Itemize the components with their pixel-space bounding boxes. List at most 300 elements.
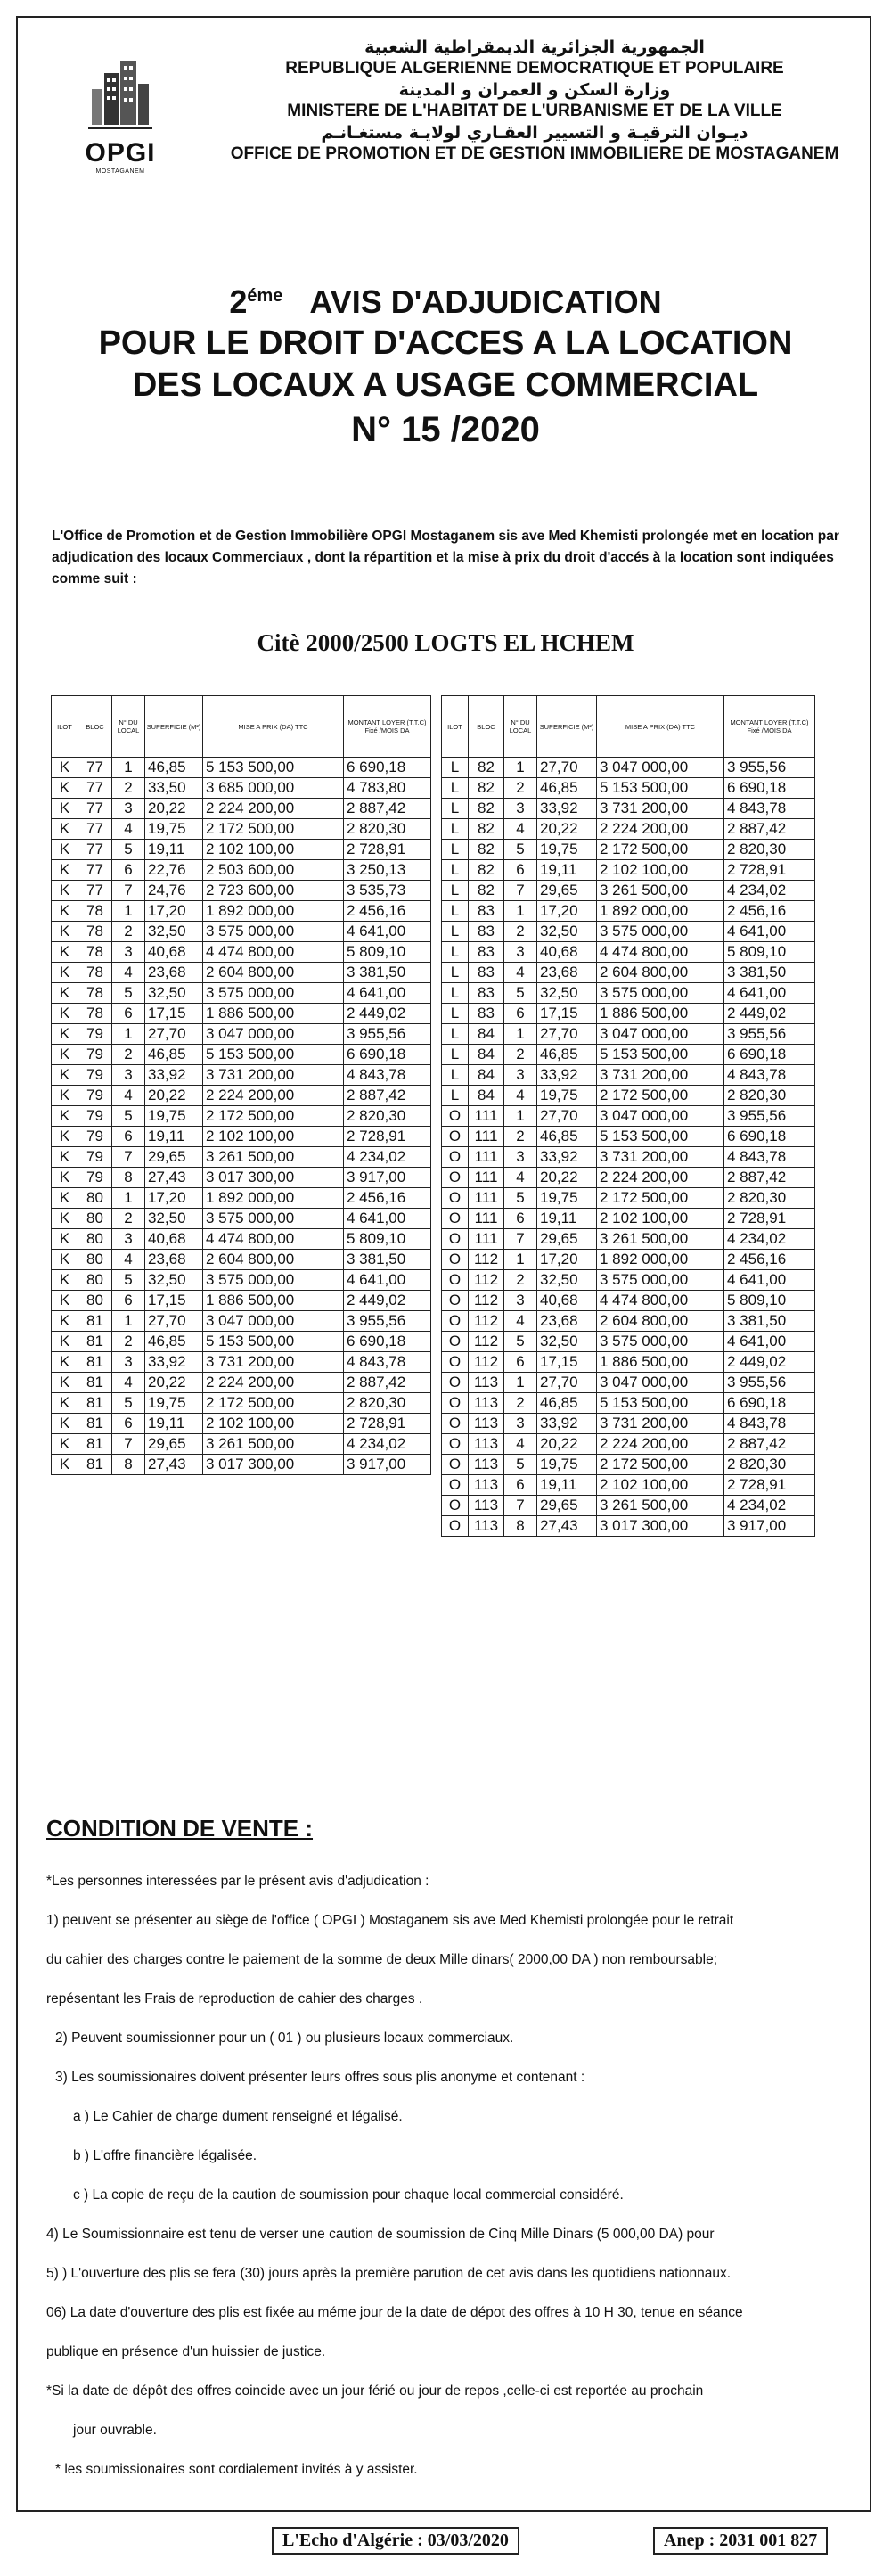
cell-superficie: 33,92 (145, 1065, 203, 1086)
cell-mise-a-prix: 3 731 200,00 (597, 1147, 724, 1168)
cell-montant-loyer: 6 690,18 (344, 758, 431, 778)
condition-line: c ) La copie de reçu de la caution de soumission pour chaque local commercial considéré. (73, 2187, 624, 2203)
cell-ilot: K (52, 1455, 78, 1475)
cell-superficie: 20,22 (537, 1168, 597, 1188)
cell-superficie: 33,50 (145, 778, 203, 799)
cell-montant-loyer: 4 843,78 (344, 1352, 431, 1373)
cell-mise-a-prix: 2 723 600,00 (203, 881, 344, 901)
cell-ilot: K (52, 1414, 78, 1434)
cell-local: 4 (504, 1168, 537, 1188)
table-row (52, 983, 431, 1004)
cell-local: 5 (504, 983, 537, 1004)
cell-mise-a-prix: 2 102 100,00 (203, 1127, 344, 1147)
cell-montant-loyer: 6 690,18 (724, 1127, 815, 1147)
cell-mise-a-prix: 3 731 200,00 (597, 799, 724, 819)
table-row (442, 799, 815, 819)
column-header-mise-a-prix: MISE A PRIX (DA) TTC (203, 696, 344, 758)
cell-ilot: O (442, 1270, 469, 1291)
cell-local: 1 (504, 1106, 537, 1127)
cell-bloc: 81 (78, 1455, 112, 1475)
cell-local: 4 (504, 963, 537, 983)
cell-local: 4 (504, 1086, 537, 1106)
cell-montant-loyer: 2 887,42 (724, 1434, 815, 1455)
cell-local: 3 (112, 799, 145, 819)
cell-ilot: L (442, 983, 469, 1004)
cell-ilot: K (52, 758, 78, 778)
column-header-ilot: ILOT (52, 696, 78, 758)
cell-montant-loyer: 4 641,00 (724, 1270, 815, 1291)
cell-ilot: K (52, 860, 78, 881)
cell-ilot: K (52, 942, 78, 963)
cell-local: 1 (504, 758, 537, 778)
table-row (442, 1045, 815, 1065)
column-header-mise-a-prix: MISE A PRIX (DA) TTC (597, 696, 724, 758)
footer-anep: Anep : 2031 001 827 (653, 2527, 828, 2555)
conditions-list (46, 1872, 862, 2499)
table-row (442, 963, 815, 983)
table-row (52, 1352, 431, 1373)
table-row (52, 1024, 431, 1045)
cell-mise-a-prix: 1 892 000,00 (203, 1188, 344, 1209)
cell-ilot: K (52, 1434, 78, 1455)
table-row (442, 1332, 815, 1352)
cell-superficie: 19,11 (537, 1209, 597, 1229)
cell-bloc: 83 (469, 1004, 504, 1024)
table-row (52, 1455, 431, 1475)
cell-mise-a-prix: 3 261 500,00 (203, 1434, 344, 1455)
cell-ilot: O (442, 1414, 469, 1434)
table-row (52, 1168, 431, 1188)
cell-bloc: 113 (469, 1414, 504, 1434)
cell-ilot: O (442, 1393, 469, 1414)
cell-local: 3 (504, 1147, 537, 1168)
cell-superficie: 27,70 (537, 1106, 597, 1127)
cell-ilot: O (442, 1516, 469, 1537)
cell-montant-loyer: 3 955,56 (344, 1024, 431, 1045)
cell-montant-loyer: 3 955,56 (724, 758, 815, 778)
table-row (52, 1291, 431, 1311)
cell-superficie: 22,76 (145, 860, 203, 881)
table-row (442, 1106, 815, 1127)
cell-montant-loyer: 3 917,00 (724, 1516, 815, 1537)
cell-montant-loyer: 5 809,10 (724, 942, 815, 963)
cell-mise-a-prix: 3 261 500,00 (597, 1496, 724, 1516)
cell-ilot: K (52, 922, 78, 942)
cell-bloc: 78 (78, 901, 112, 922)
condition-line: *Les personnes interessées par le présent avis d'adjudication : (46, 1874, 429, 1889)
cell-bloc: 77 (78, 819, 112, 840)
cell-local: 5 (504, 1332, 537, 1352)
cell-bloc: 77 (78, 860, 112, 881)
cell-superficie: 32,50 (145, 922, 203, 942)
table-row (442, 1024, 815, 1045)
cell-mise-a-prix: 2 604 800,00 (597, 963, 724, 983)
cell-local: 2 (504, 1270, 537, 1291)
cell-mise-a-prix: 3 575 000,00 (597, 922, 724, 942)
cell-local: 3 (504, 942, 537, 963)
cell-superficie: 23,68 (145, 963, 203, 983)
table-row (52, 901, 431, 922)
cell-ilot: K (52, 1291, 78, 1311)
table-row (52, 1434, 431, 1455)
cell-superficie: 27,70 (145, 1024, 203, 1045)
table-row (442, 1168, 815, 1188)
condition-line: 5) ) L'ouverture des plis se fera (30) jours après la première parution de cet avis dans les quotidiens nationnaux. (46, 2266, 732, 2281)
header-fr-republic: REPUBLIQUE ALGERIENNE DEMOCRATIQUE ET POPULAIRE (285, 59, 784, 78)
table-row (52, 1209, 431, 1229)
cell-bloc: 79 (78, 1086, 112, 1106)
cell-local: 5 (112, 1270, 145, 1291)
cell-montant-loyer: 4 641,00 (344, 922, 431, 942)
table-row (442, 1373, 815, 1393)
table-row (52, 881, 431, 901)
table-row (442, 1393, 815, 1414)
cell-montant-loyer: 2 728,91 (724, 1209, 815, 1229)
cell-superficie: 17,15 (537, 1352, 597, 1373)
cell-montant-loyer: 4 843,78 (344, 1065, 431, 1086)
cell-ilot: L (442, 922, 469, 942)
cell-montant-loyer: 5 809,10 (344, 942, 431, 963)
cell-bloc: 81 (78, 1434, 112, 1455)
cell-local: 4 (112, 963, 145, 983)
column-header-bloc: BLOC (78, 696, 112, 758)
cell-superficie: 19,11 (145, 1414, 203, 1434)
cell-ilot: K (52, 1086, 78, 1106)
cell-local: 5 (112, 983, 145, 1004)
cell-montant-loyer: 2 456,16 (724, 1250, 815, 1270)
cell-local: 2 (504, 922, 537, 942)
cell-ilot: L (442, 840, 469, 860)
cell-mise-a-prix: 2 102 100,00 (203, 1414, 344, 1434)
cell-bloc: 112 (469, 1311, 504, 1332)
cell-bloc: 83 (469, 983, 504, 1004)
table-row (52, 1106, 431, 1127)
cell-ilot: K (52, 1065, 78, 1086)
cell-bloc: 83 (469, 901, 504, 922)
cell-superficie: 17,15 (537, 1004, 597, 1024)
cell-bloc: 79 (78, 1147, 112, 1168)
cell-mise-a-prix: 2 172 500,00 (203, 1393, 344, 1414)
cell-mise-a-prix: 2 224 200,00 (203, 1086, 344, 1106)
cell-bloc: 82 (469, 778, 504, 799)
cell-montant-loyer: 6 690,18 (724, 1393, 815, 1414)
cell-ilot: K (52, 963, 78, 983)
cell-superficie: 29,65 (145, 1434, 203, 1455)
cell-bloc: 83 (469, 942, 504, 963)
table-row (52, 922, 431, 942)
cell-bloc: 78 (78, 963, 112, 983)
cell-ilot: O (442, 1209, 469, 1229)
cell-ilot: L (442, 881, 469, 901)
cell-ilot: L (442, 942, 469, 963)
cell-superficie: 17,15 (145, 1004, 203, 1024)
cell-montant-loyer: 2 820,30 (724, 1455, 815, 1475)
cell-mise-a-prix: 2 224 200,00 (597, 1434, 724, 1455)
cell-mise-a-prix: 3 017 300,00 (203, 1168, 344, 1188)
cell-ilot: L (442, 799, 469, 819)
cell-mise-a-prix: 3 047 000,00 (203, 1311, 344, 1332)
cell-local: 1 (504, 1373, 537, 1393)
cell-ilot: O (442, 1250, 469, 1270)
condition-line: repésentant les Frais de reproduction de cahier des charges . (46, 1991, 423, 2006)
logo-sub: MOSTAGANEM (95, 168, 145, 175)
cell-local: 6 (112, 1004, 145, 1024)
cell-ilot: K (52, 1229, 78, 1250)
cell-local: 5 (504, 1455, 537, 1475)
cell-bloc: 79 (78, 1127, 112, 1147)
cell-bloc: 80 (78, 1250, 112, 1270)
cell-montant-loyer: 2 820,30 (724, 1086, 815, 1106)
cell-superficie: 17,20 (145, 901, 203, 922)
header-ar-republic: الجمهورية الجزائرية الديمقراطية الشعبية (364, 37, 705, 57)
table-row (442, 1475, 815, 1496)
cell-local: 5 (112, 1393, 145, 1414)
cell-mise-a-prix: 2 102 100,00 (597, 860, 724, 881)
cell-mise-a-prix: 1 892 000,00 (203, 901, 344, 922)
table-row (442, 1127, 815, 1147)
cell-bloc: 80 (78, 1270, 112, 1291)
cell-bloc: 78 (78, 983, 112, 1004)
cell-bloc: 80 (78, 1188, 112, 1209)
cell-bloc: 84 (469, 1045, 504, 1065)
notice-title (53, 283, 838, 450)
cell-ilot: K (52, 1188, 78, 1209)
cell-montant-loyer: 2 728,91 (724, 1475, 815, 1496)
cell-bloc: 80 (78, 1229, 112, 1250)
cell-ilot: K (52, 799, 78, 819)
cell-mise-a-prix: 1 892 000,00 (597, 901, 724, 922)
intro-paragraph: L'Office de Promotion et de Gestion Immobilière OPGI Mostaganem sis ave Med Khemisti prolongée met en location par adjudication des locaux Commerciaux , dont la répartition et la mise à prix du droit d'accés à la location sont indiquées comme suit : (52, 529, 839, 587)
cell-mise-a-prix: 3 047 000,00 (597, 1024, 724, 1045)
column-header-local: N° DU LOCAL (504, 696, 537, 758)
cell-bloc: 113 (469, 1455, 504, 1475)
table-row (442, 1229, 815, 1250)
cell-superficie: 19,75 (537, 1455, 597, 1475)
table-row (442, 1270, 815, 1291)
table-row (52, 1147, 431, 1168)
cell-superficie: 19,75 (537, 1188, 597, 1209)
cell-ilot: O (442, 1188, 469, 1209)
cell-superficie: 46,85 (537, 1393, 597, 1414)
cell-mise-a-prix: 2 604 800,00 (203, 1250, 344, 1270)
table-row (442, 1434, 815, 1455)
title-ordinal-sup: éme (247, 286, 283, 306)
cell-mise-a-prix: 2 224 200,00 (203, 799, 344, 819)
cell-superficie: 27,43 (537, 1516, 597, 1537)
locaux-table-right (441, 695, 815, 1537)
cell-ilot: L (442, 1065, 469, 1086)
cell-superficie: 19,11 (145, 1127, 203, 1147)
cell-montant-loyer: 4 843,78 (724, 1147, 815, 1168)
table-row (442, 1414, 815, 1434)
cell-superficie: 24,76 (145, 881, 203, 901)
cell-montant-loyer: 3 381,50 (724, 1311, 815, 1332)
cell-bloc: 84 (469, 1086, 504, 1106)
cell-mise-a-prix: 1 892 000,00 (597, 1250, 724, 1270)
column-header-local: N° DU LOCAL (112, 696, 145, 758)
opgi-logo (62, 53, 178, 175)
table-row (52, 1086, 431, 1106)
cell-local: 4 (504, 819, 537, 840)
cell-local: 4 (504, 1311, 537, 1332)
cell-montant-loyer: 4 234,02 (724, 1496, 815, 1516)
table-row (52, 799, 431, 819)
table-row (52, 942, 431, 963)
cell-mise-a-prix: 3 731 200,00 (203, 1352, 344, 1373)
cell-mise-a-prix: 4 474 800,00 (597, 942, 724, 963)
table-row (52, 840, 431, 860)
cell-superficie: 19,75 (145, 819, 203, 840)
cell-superficie: 20,22 (537, 819, 597, 840)
cell-superficie: 19,75 (537, 1086, 597, 1106)
cell-ilot: O (442, 1455, 469, 1475)
cell-ilot: K (52, 1004, 78, 1024)
cell-mise-a-prix: 2 172 500,00 (597, 1188, 724, 1209)
cell-local: 1 (504, 1024, 537, 1045)
logo-brand: OPGI (85, 138, 156, 168)
cell-bloc: 79 (78, 1045, 112, 1065)
cell-ilot: K (52, 1393, 78, 1414)
cell-local: 2 (504, 1393, 537, 1414)
cell-bloc: 79 (78, 1024, 112, 1045)
cell-bloc: 113 (469, 1496, 504, 1516)
cell-ilot: K (52, 1209, 78, 1229)
cell-bloc: 113 (469, 1475, 504, 1496)
header (196, 36, 873, 166)
cell-bloc: 77 (78, 840, 112, 860)
cell-ilot: K (52, 1106, 78, 1127)
cell-ilot: O (442, 1229, 469, 1250)
cell-montant-loyer: 2 820,30 (724, 840, 815, 860)
table-row (52, 1311, 431, 1332)
cell-bloc: 112 (469, 1270, 504, 1291)
cell-mise-a-prix: 5 153 500,00 (597, 1045, 724, 1065)
cell-superficie: 33,92 (537, 1065, 597, 1086)
cell-local: 1 (112, 901, 145, 922)
cell-superficie: 19,75 (145, 1106, 203, 1127)
cell-mise-a-prix: 2 224 200,00 (597, 1168, 724, 1188)
cell-superficie: 46,85 (145, 1045, 203, 1065)
cell-superficie: 32,50 (145, 983, 203, 1004)
cell-montant-loyer: 4 843,78 (724, 1414, 815, 1434)
cell-superficie: 40,68 (145, 942, 203, 963)
cell-local: 2 (504, 778, 537, 799)
cell-montant-loyer: 2 820,30 (344, 1106, 431, 1127)
cell-bloc: 81 (78, 1373, 112, 1393)
table-row (442, 1496, 815, 1516)
footer-publication: L'Echo d'Algérie : 03/03/2020 (272, 2527, 519, 2555)
cell-ilot: K (52, 1250, 78, 1270)
cell-mise-a-prix: 3 017 300,00 (597, 1516, 724, 1537)
table-row (442, 1516, 815, 1537)
cell-ilot: L (442, 1086, 469, 1106)
cell-montant-loyer: 2 887,42 (724, 819, 815, 840)
cell-montant-loyer: 6 690,18 (344, 1332, 431, 1352)
cell-local: 7 (504, 881, 537, 901)
table-row (52, 1229, 431, 1250)
cell-local: 1 (112, 1024, 145, 1045)
cell-superficie: 33,92 (537, 1414, 597, 1434)
cell-local: 3 (112, 1065, 145, 1086)
title-line2: POUR LE DROIT D'ACCES A LA LOCATION (98, 324, 793, 362)
cell-mise-a-prix: 4 474 800,00 (203, 1229, 344, 1250)
table-row (442, 1147, 815, 1168)
cell-montant-loyer: 4 641,00 (724, 983, 815, 1004)
cell-local: 2 (112, 778, 145, 799)
table-row (52, 1414, 431, 1434)
cell-superficie: 46,85 (537, 1045, 597, 1065)
cell-superficie: 19,11 (145, 840, 203, 860)
cell-ilot: K (52, 1352, 78, 1373)
cell-local: 7 (112, 1147, 145, 1168)
cell-superficie: 33,92 (145, 1352, 203, 1373)
cell-bloc: 80 (78, 1291, 112, 1311)
cell-montant-loyer: 2 728,91 (724, 860, 815, 881)
cell-montant-loyer: 4 843,78 (724, 1065, 815, 1086)
cell-superficie: 33,92 (537, 799, 597, 819)
table-row (442, 778, 815, 799)
cell-bloc: 112 (469, 1352, 504, 1373)
cell-local: 3 (112, 942, 145, 963)
table-header-row (52, 696, 431, 758)
table-row (52, 1045, 431, 1065)
cell-montant-loyer: 3 917,00 (344, 1455, 431, 1475)
column-header-bloc: BLOC (469, 696, 504, 758)
cell-ilot: O (442, 1106, 469, 1127)
cell-bloc: 81 (78, 1352, 112, 1373)
cell-mise-a-prix: 3 047 000,00 (597, 1106, 724, 1127)
cell-montant-loyer: 4 641,00 (344, 983, 431, 1004)
cell-ilot: K (52, 1045, 78, 1065)
cell-montant-loyer: 2 449,02 (344, 1004, 431, 1024)
column-header-superficie: SUPERFICIE (M²) (537, 696, 597, 758)
conditions-title: CONDITION DE VENTE : (46, 1815, 314, 1842)
cell-montant-loyer: 6 690,18 (724, 778, 815, 799)
cell-montant-loyer: 4 641,00 (344, 1209, 431, 1229)
condition-line: * les soumissionaires sont cordialement invités à y assister. (55, 2462, 418, 2477)
cell-ilot: K (52, 1024, 78, 1045)
cell-bloc: 82 (469, 860, 504, 881)
table-row (442, 1209, 815, 1229)
cell-bloc: 111 (469, 1127, 504, 1147)
cell-superficie: 17,20 (537, 901, 597, 922)
cell-mise-a-prix: 3 731 200,00 (597, 1065, 724, 1086)
cell-local: 5 (112, 840, 145, 860)
cell-montant-loyer: 5 809,10 (344, 1229, 431, 1250)
cell-montant-loyer: 2 728,91 (344, 1127, 431, 1147)
cell-local: 2 (112, 1332, 145, 1352)
cell-local: 8 (504, 1516, 537, 1537)
title-ordinal: 2 (229, 283, 248, 320)
cell-mise-a-prix: 5 153 500,00 (203, 1045, 344, 1065)
cell-bloc: 78 (78, 1004, 112, 1024)
cell-mise-a-prix: 3 047 000,00 (597, 758, 724, 778)
cell-ilot: L (442, 901, 469, 922)
table-row (52, 1065, 431, 1086)
cell-bloc: 83 (469, 963, 504, 983)
cell-local: 6 (504, 1475, 537, 1496)
header-ar-office: ديـوان الترقيـة و التسيير العقـاري لولايـة مستغـانـم (321, 123, 748, 143)
cell-local: 2 (504, 1045, 537, 1065)
cell-ilot: L (442, 1045, 469, 1065)
cell-montant-loyer: 4 783,80 (344, 778, 431, 799)
cell-ilot: K (52, 1127, 78, 1147)
cell-montant-loyer: 3 955,56 (724, 1106, 815, 1127)
table-body (442, 758, 815, 1537)
cell-ilot: O (442, 1373, 469, 1393)
cell-bloc: 77 (78, 778, 112, 799)
cell-montant-loyer: 6 690,18 (724, 1045, 815, 1065)
